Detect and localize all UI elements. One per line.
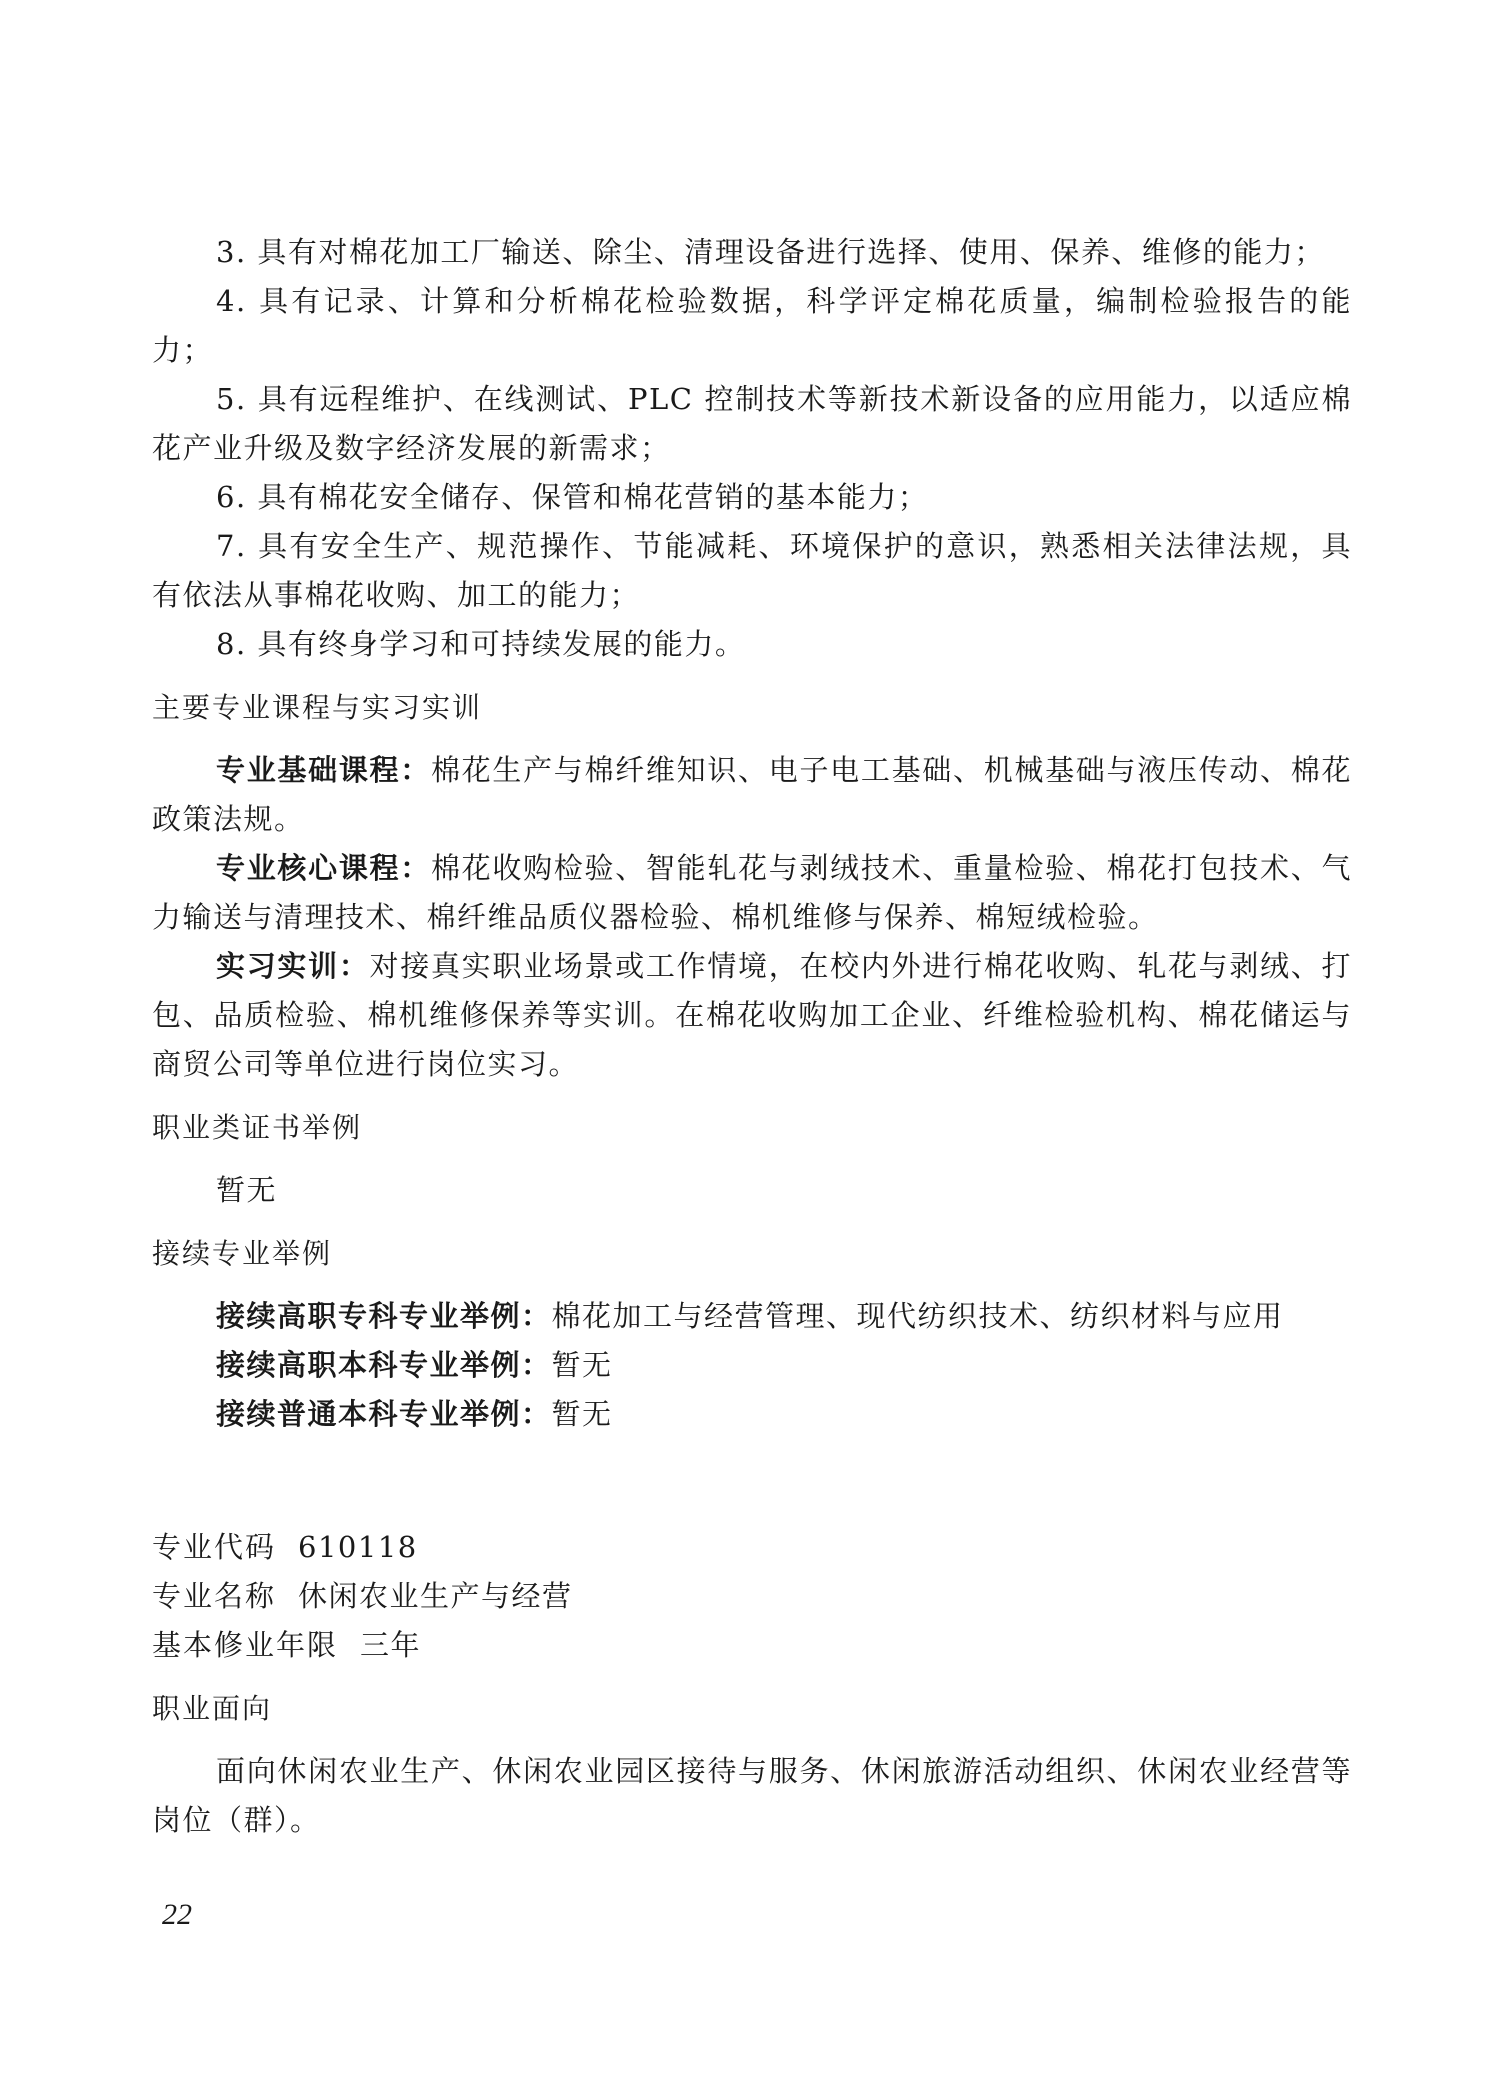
ability-item-3: 3. 具有对棉花加工厂输送、除尘、清理设备进行选择、使用、保养、维修的能力； — [216, 235, 1325, 269]
continuation-bachelor-vocational-label: 接续高职本科专业举例： — [216, 1348, 552, 1382]
practice-training — [152, 942, 1352, 1089]
page-number: 22 — [162, 1898, 192, 1931]
program-years-label: 基本修业年限 — [152, 1628, 339, 1662]
courses-heading: 主要专业课程与实习实训 — [152, 691, 483, 724]
continuation-bachelor-general-text: 暂无 — [551, 1397, 613, 1431]
practice-training-text: 对接真实职业场景或工作情境，在校内外进行棉花收购、轧花与剥绒、打包、品质检验、棉机维修保养等实训。在棉花收购加工企业、纤维检验机构、棉花储运与商贸公司等单位进行岗位实习。 — [152, 949, 1352, 1081]
program-years — [152, 1621, 1352, 1670]
certificates-text: 暂无 — [216, 1173, 278, 1207]
program-name-label: 专业名称 — [152, 1579, 277, 1613]
continuation-bachelor-vocational — [152, 1341, 1352, 1390]
core-courses-text: 棉花收购检验、智能轧花与剥绒技术、重量检验、棉花打包技术、气力输送与清理技术、棉纤维品质仪器检验、棉机维修与保养、棉短绒检验。 — [152, 851, 1352, 934]
ability-item-4: 4. 具有记录、计算和分析棉花检验数据，科学评定棉花质量，编制检验报告的能力； — [152, 284, 1352, 367]
continuation-higher-vocational-label: 接续高职专科专业举例： — [216, 1299, 552, 1333]
basic-courses-text: 棉花生产与棉纤维知识、电子电工基础、机械基础与液压传动、棉花政策法规。 — [152, 753, 1352, 836]
document-page — [152, 228, 1352, 1845]
practice-training-label: 实习实训： — [216, 949, 370, 983]
program-code-label: 专业代码 — [152, 1530, 277, 1564]
continuation-higher-vocational-text: 棉花加工与经营管理、现代纺织技术、纺织材料与应用 — [551, 1299, 1284, 1333]
continuation-higher-vocational — [152, 1292, 1352, 1341]
basic-courses — [152, 746, 1352, 844]
program-name-value: 休闲农业生产与经营 — [298, 1579, 573, 1613]
program-code-value: 610118 — [298, 1530, 418, 1564]
continuation-bachelor-general — [152, 1390, 1352, 1439]
basic-courses-label: 专业基础课程： — [216, 753, 431, 787]
program-years-value: 三年 — [360, 1628, 422, 1662]
ability-item-5: 5. 具有远程维护、在线测试、PLC 控制技术等新技术新设备的应用能力，以适应棉花产业升级及数字经济发展的新需求； — [152, 382, 1352, 465]
orientation-text: 面向休闲农业生产、休闲农业园区接待与服务、休闲旅游活动组织、休闲农业经营等岗位（群）。 — [152, 1754, 1352, 1837]
core-courses-label: 专业核心课程： — [216, 851, 431, 885]
continuation-bachelor-vocational-text: 暂无 — [551, 1348, 613, 1382]
certificates-heading: 职业类证书举例 — [152, 1111, 363, 1144]
core-courses — [152, 844, 1352, 942]
continuation-bachelor-general-label: 接续普通本科专业举例： — [216, 1397, 552, 1431]
ability-item-6: 6. 具有棉花安全储存、保管和棉花营销的基本能力； — [216, 480, 929, 514]
program-name — [152, 1572, 1352, 1621]
program-code — [152, 1523, 1352, 1572]
continuation-heading: 接续专业举例 — [152, 1237, 333, 1270]
ability-item-7: 7. 具有安全生产、规范操作、节能减耗、环境保护的意识，熟悉相关法律法规，具有依法从事棉花收购、加工的能力； — [152, 529, 1352, 612]
orientation-heading: 职业面向 — [152, 1692, 273, 1725]
ability-item-8: 8. 具有终身学习和可持续发展的能力。 — [216, 627, 746, 661]
